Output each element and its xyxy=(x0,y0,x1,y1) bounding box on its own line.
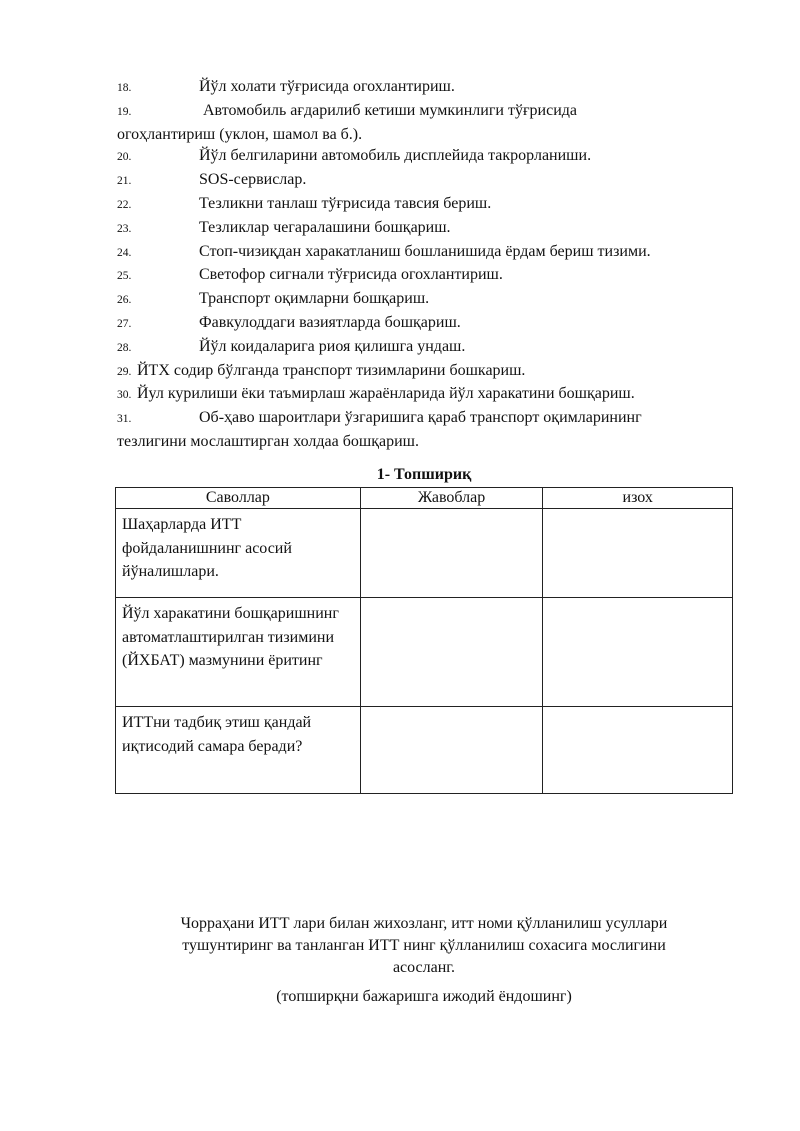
list-number: 30. xyxy=(117,389,132,402)
note-cell xyxy=(543,509,733,598)
list-text: огоҳлантириш (уклон, шамол ва б.). xyxy=(117,125,363,143)
column-header-questions: Саволлар xyxy=(116,488,361,509)
question-cell: ИТТни тадбиқ этиш қандай иқтисодий самара беради? xyxy=(116,707,361,794)
question-cell: Йўл харакатини бошқаришнинг автоматлаштирилган тизимини (ЙХБАТ) мазмунини ёритинг xyxy=(116,598,361,707)
list-text: Йўл холати тўғрисида огохлантириш. xyxy=(199,78,455,95)
list-text: Стоп-чизиқдан харакатланиш бошланишида ёрдам бериш тизими. xyxy=(199,242,651,260)
list-item xyxy=(117,100,737,124)
list-item-continuation xyxy=(117,431,737,453)
table-row xyxy=(116,707,733,794)
list-number: 21. xyxy=(117,175,132,188)
note-cell xyxy=(543,598,733,707)
list-number: 24. xyxy=(117,246,132,259)
list-number: 18. xyxy=(117,82,132,94)
answer-cell xyxy=(360,509,543,598)
closing-line: асосланг. xyxy=(392,958,456,976)
list-text: Тезликлар чегаралашини бошқариш. xyxy=(199,218,451,236)
list-text: тезлигини мослаштирган холдаа бошқариш. xyxy=(117,432,419,450)
list-item xyxy=(117,145,737,169)
table-row xyxy=(116,598,733,707)
list-number: 20. xyxy=(117,151,132,164)
list-number: 22. xyxy=(117,198,132,211)
closing-line: тушунтиринг ва танланган ИТТ нинг қўлланилиш сохасига мослигини xyxy=(182,936,666,954)
list-item xyxy=(117,76,737,100)
question-cell: Шаҳарларда ИТТ фойдаланишнинг асосий йўналишлари. xyxy=(116,509,361,598)
list-item xyxy=(117,288,737,312)
closing-line: Чорраҳани ИТТ лари билан жихозланг, итт номи қўлланилиш усуллари xyxy=(180,915,668,932)
list-text: Светофор сигнали тўғрисида огохлантириш. xyxy=(199,266,503,284)
list-text: ЙТХ содир бўлганда транспорт тизимларини бошкариш. xyxy=(137,361,526,379)
list-text: Йўл белгиларини автомобиль дисплейида такрорланиши. xyxy=(199,147,592,165)
list-text: Транспорт оқимларни бошқариш. xyxy=(199,290,430,308)
list-item xyxy=(117,264,737,288)
answer-cell xyxy=(360,598,543,707)
list-text: Йўл коидаларига риоя қилишга ундаш. xyxy=(199,337,466,355)
closing-note: (топширқни бажаришга ижодий ёндошинг) xyxy=(276,988,572,1005)
list-item xyxy=(117,241,737,265)
list-item xyxy=(117,217,737,241)
list-text: Тезликни танлаш тўғрисида тавсия бериш. xyxy=(199,194,492,212)
list-item xyxy=(117,193,737,217)
table-row xyxy=(116,509,733,598)
list-item xyxy=(117,169,737,193)
list-text: Автомобиль ағдарилиб кетиши мумкинлиги тўғрисида xyxy=(203,101,577,119)
list-item-continuation xyxy=(117,124,737,146)
list-text: Фавкулоддаги вазиятларда бошқариш. xyxy=(199,313,461,331)
list-number: 31. xyxy=(117,413,132,426)
list-number: 26. xyxy=(117,294,132,307)
list-text: SOS-сервислар. xyxy=(199,171,307,189)
list-item xyxy=(117,383,737,407)
list-number: 25. xyxy=(117,270,132,283)
list-text: Йул курилиши ёки таъмирлаш жараёнларида йўл харакатини бошқариш. xyxy=(137,385,635,403)
list-number: 29. xyxy=(117,365,132,378)
answer-cell xyxy=(360,707,543,794)
column-header-notes: изох xyxy=(543,488,733,509)
table-header-row xyxy=(116,488,733,509)
list-item xyxy=(117,407,737,431)
list-item xyxy=(117,336,737,360)
numbered-list xyxy=(117,76,737,453)
list-item xyxy=(117,312,737,336)
column-header-answers: Жавоблар xyxy=(360,488,543,509)
list-number: 27. xyxy=(117,317,132,330)
list-text: Об-ҳаво шароитлари ўзгаришига қараб транспорт оқимларининг xyxy=(199,409,642,427)
note-cell xyxy=(543,707,733,794)
task-table xyxy=(115,487,733,794)
closing-paragraph xyxy=(115,913,733,978)
task-title: 1- Топшириқ xyxy=(376,466,472,483)
list-number: 28. xyxy=(117,341,132,354)
list-number: 19. xyxy=(117,105,132,118)
list-item xyxy=(117,360,737,384)
list-number: 23. xyxy=(117,222,132,235)
